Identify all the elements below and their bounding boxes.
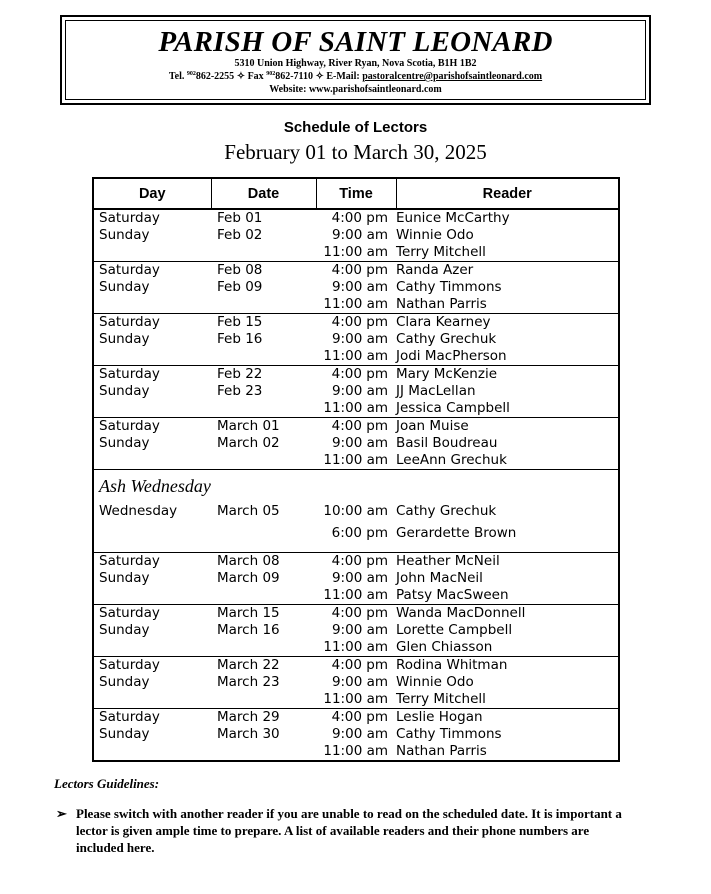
reader-cell	[396, 418, 619, 470]
reader-name: JJ MacLellan	[396, 383, 476, 399]
reader-name: Jessica Campbell	[396, 400, 510, 416]
table-row	[93, 314, 619, 366]
header-reader: Reader	[396, 178, 619, 209]
time-cell	[316, 314, 396, 366]
time-text: 4:00 pm	[331, 262, 388, 278]
time-cell	[316, 605, 396, 657]
date-text: March 30	[217, 726, 280, 742]
date-text: March 08	[217, 553, 280, 569]
date-text: March 01	[217, 418, 280, 434]
time-text: 9:00 am	[331, 227, 388, 243]
time-text: 4:00 pm	[331, 314, 388, 330]
guideline-text: Please switch with another reader if you are unable to read on the scheduled date. It is important a lector is given ample time to prepare. A list of available readers and their phone numbers are included here.	[76, 806, 622, 855]
day-cell	[93, 709, 211, 762]
time-text: 11:00 am	[323, 587, 388, 603]
day-text: Saturday	[99, 418, 160, 434]
guidelines-title: Lectors Guidelines:	[54, 776, 160, 791]
schedule-body	[93, 209, 619, 761]
email-link[interactable]: pastoralcentre@parishofsaintleonard.com	[362, 71, 543, 82]
time-text: 11:00 am	[323, 452, 388, 468]
date-text: Feb 15	[217, 314, 263, 330]
address: 5310 Union Highway, River Ryan, Nova Scotia, B1H 1B2	[234, 58, 477, 69]
date-cell	[211, 522, 316, 544]
fax-area-code: 902	[266, 71, 276, 77]
date-text: Feb 22	[217, 366, 263, 382]
table-row	[93, 605, 619, 657]
reader-name: Nathan Parris	[396, 296, 487, 312]
reader-name: Jodi MacPherson	[396, 348, 507, 364]
reader-name: Eunice McCarthy	[396, 210, 510, 226]
day-text: Saturday	[99, 314, 160, 330]
time-text: 9:00 am	[331, 383, 388, 399]
time-text: 9:00 am	[331, 279, 388, 295]
tel-number: 862-2255	[195, 71, 235, 82]
time-cell	[316, 262, 396, 314]
day-text: Sunday	[99, 674, 150, 690]
header-date: Date	[211, 178, 316, 209]
reader-name: Glen Chiasson	[396, 639, 493, 655]
reader-name: Randa Azer	[396, 262, 474, 278]
date-cell	[211, 605, 316, 657]
time-text: 9:00 am	[331, 331, 388, 347]
day-text: Sunday	[99, 435, 150, 451]
date-text: Feb 16	[217, 331, 263, 347]
schedule-date-range: February 01 to March 30, 2025	[224, 140, 487, 164]
reader-name: Wanda MacDonnell	[396, 605, 526, 621]
day-text: Sunday	[99, 726, 150, 742]
reader-name: Joan Muise	[396, 418, 469, 434]
reader-name: Basil Boudreau	[396, 435, 498, 451]
day-text: Sunday	[99, 227, 150, 243]
day-text: Sunday	[99, 279, 150, 295]
contact-line	[66, 70, 645, 83]
date-text: Feb 02	[217, 227, 263, 243]
reader-name: Cathy Timmons	[396, 726, 502, 742]
date-text: March 09	[217, 570, 280, 586]
reader-name: Leslie Hogan	[396, 709, 483, 725]
time-cell	[316, 709, 396, 762]
reader-name: Rodina Whitman	[396, 657, 508, 673]
day-cell	[93, 209, 211, 262]
schedule-title: Schedule of Lectors	[283, 119, 428, 136]
time-text: 9:00 am	[331, 674, 388, 690]
letterhead	[60, 15, 651, 105]
day-cell	[93, 366, 211, 418]
email-label: E-Mail:	[326, 71, 360, 82]
table-row	[93, 366, 619, 418]
time-text: 11:00 am	[323, 296, 388, 312]
day-text: Sunday	[99, 331, 150, 347]
separator-icon: ✧	[315, 71, 324, 82]
day-cell	[93, 262, 211, 314]
table-row	[93, 262, 619, 314]
date-text: March 16	[217, 622, 280, 638]
reader-name: Cathy Grechuk	[396, 331, 497, 347]
time-text: 9:00 am	[331, 435, 388, 451]
date-cell	[211, 314, 316, 366]
table-row	[93, 709, 619, 762]
tel-label: Tel.	[168, 71, 185, 82]
time-cell: 10:00 am	[323, 503, 388, 519]
lector-schedule-table	[92, 177, 620, 762]
time-text: 11:00 am	[323, 691, 388, 707]
time-text: 9:00 am	[331, 570, 388, 586]
fax-number: 862-7110	[275, 71, 313, 82]
time-cell	[316, 209, 396, 262]
reader-name: Clara Kearney	[396, 314, 491, 330]
website-label: Website:	[269, 84, 307, 95]
day-cell	[93, 605, 211, 657]
day-text: Saturday	[99, 210, 160, 226]
time-cell	[316, 553, 396, 605]
date-text: Feb 01	[217, 210, 263, 226]
reader-name: Nathan Parris	[396, 743, 487, 759]
date-cell	[211, 209, 316, 262]
day-text: Saturday	[99, 366, 160, 382]
date-cell	[211, 418, 316, 470]
time-cell	[316, 418, 396, 470]
reader-name: Lorette Campbell	[396, 622, 513, 638]
reader-cell	[396, 314, 619, 366]
reader-cell	[396, 657, 619, 709]
reader-name: Mary McKenzie	[396, 366, 498, 382]
website-link[interactable]: www.parishofsaintleonard.com	[308, 84, 442, 95]
date-cell: March 05	[217, 503, 280, 519]
separator-icon: ✧	[236, 71, 246, 82]
time-text: 11:00 am	[323, 400, 388, 416]
day-text: Sunday	[99, 570, 150, 586]
fax-label: Fax	[247, 71, 264, 82]
day-text: Sunday	[99, 622, 150, 638]
date-cell	[211, 553, 316, 605]
date-text: March 22	[217, 657, 280, 673]
time-text: 4:00 pm	[331, 709, 388, 725]
arrow-bullet-icon: ➢	[56, 806, 67, 821]
ash-wednesday-table	[94, 500, 618, 544]
time-text: 4:00 pm	[331, 210, 388, 226]
date-text: Feb 08	[217, 262, 263, 278]
day-cell	[93, 418, 211, 470]
tel-area-code: 902	[186, 71, 196, 77]
day-text: Saturday	[99, 553, 160, 569]
date-text: March 29	[217, 709, 280, 725]
time-text: 9:00 am	[331, 622, 388, 638]
day-text: Saturday	[99, 262, 160, 278]
website-line	[66, 83, 645, 96]
reader-cell	[396, 553, 619, 605]
reader-cell	[396, 709, 619, 762]
day-cell	[93, 553, 211, 605]
time-text: 4:00 pm	[331, 553, 388, 569]
reader-cell	[396, 366, 619, 418]
ash-spacer	[94, 544, 618, 552]
date-cell	[211, 366, 316, 418]
time-text: 11:00 am	[323, 348, 388, 364]
ash-wednesday-cell	[93, 470, 619, 553]
date-text: Feb 09	[217, 279, 263, 295]
day-text: Saturday	[99, 657, 160, 673]
time-cell	[316, 657, 396, 709]
table-row	[93, 209, 619, 262]
time-cell: 6:00 pm	[331, 525, 388, 541]
date-text: March 23	[217, 674, 280, 690]
time-text: 11:00 am	[323, 743, 388, 759]
reader-name: Heather McNeil	[396, 553, 500, 569]
time-cell	[316, 366, 396, 418]
day-text: Saturday	[99, 605, 160, 621]
header-day: Day	[93, 178, 211, 209]
reader-name: LeeAnn Grechuk	[396, 452, 507, 468]
ash-wednesday-row	[93, 470, 619, 553]
reader-cell	[396, 209, 619, 262]
date-text: Feb 23	[217, 383, 263, 399]
parish-name: PARISH OF SAINT LEONARD	[158, 26, 553, 58]
date-cell	[211, 709, 316, 762]
table-header-row	[93, 178, 619, 209]
time-text: 4:00 pm	[331, 657, 388, 673]
time-text: 4:00 pm	[331, 366, 388, 382]
date-cell	[211, 262, 316, 314]
table-row	[93, 657, 619, 709]
date-text: March 15	[217, 605, 280, 621]
day-cell: Wednesday	[99, 503, 178, 519]
reader-name: Patsy MacSween	[396, 587, 509, 603]
day-cell	[94, 522, 211, 544]
reader-name: Gerardette Brown	[396, 525, 517, 541]
reader-name: Terry Mitchell	[396, 691, 486, 707]
reader-name: John MacNeil	[396, 570, 483, 586]
time-text: 4:00 pm	[331, 605, 388, 621]
day-text: Sunday	[99, 383, 150, 399]
table-row	[93, 553, 619, 605]
reader-name: Cathy Timmons	[396, 279, 502, 295]
time-text: 9:00 am	[331, 726, 388, 742]
time-text: 4:00 pm	[331, 418, 388, 434]
table-row	[94, 500, 618, 522]
reader-name: Terry Mitchell	[396, 244, 486, 260]
reader-name: Cathy Grechuk	[396, 503, 497, 519]
date-cell	[211, 657, 316, 709]
reader-name: Winnie Odo	[396, 227, 474, 243]
day-cell	[93, 657, 211, 709]
ash-wednesday-title: Ash Wednesday	[99, 476, 211, 496]
time-text: 11:00 am	[323, 244, 388, 260]
letterhead-inner-border	[65, 20, 646, 100]
header-time: Time	[316, 178, 396, 209]
date-text: March 02	[217, 435, 280, 451]
table-row	[93, 418, 619, 470]
reader-name: Winnie Odo	[396, 674, 474, 690]
reader-cell	[396, 262, 619, 314]
table-row	[94, 522, 618, 544]
time-text: 11:00 am	[323, 639, 388, 655]
day-cell	[93, 314, 211, 366]
reader-cell	[396, 605, 619, 657]
day-text: Saturday	[99, 709, 160, 725]
